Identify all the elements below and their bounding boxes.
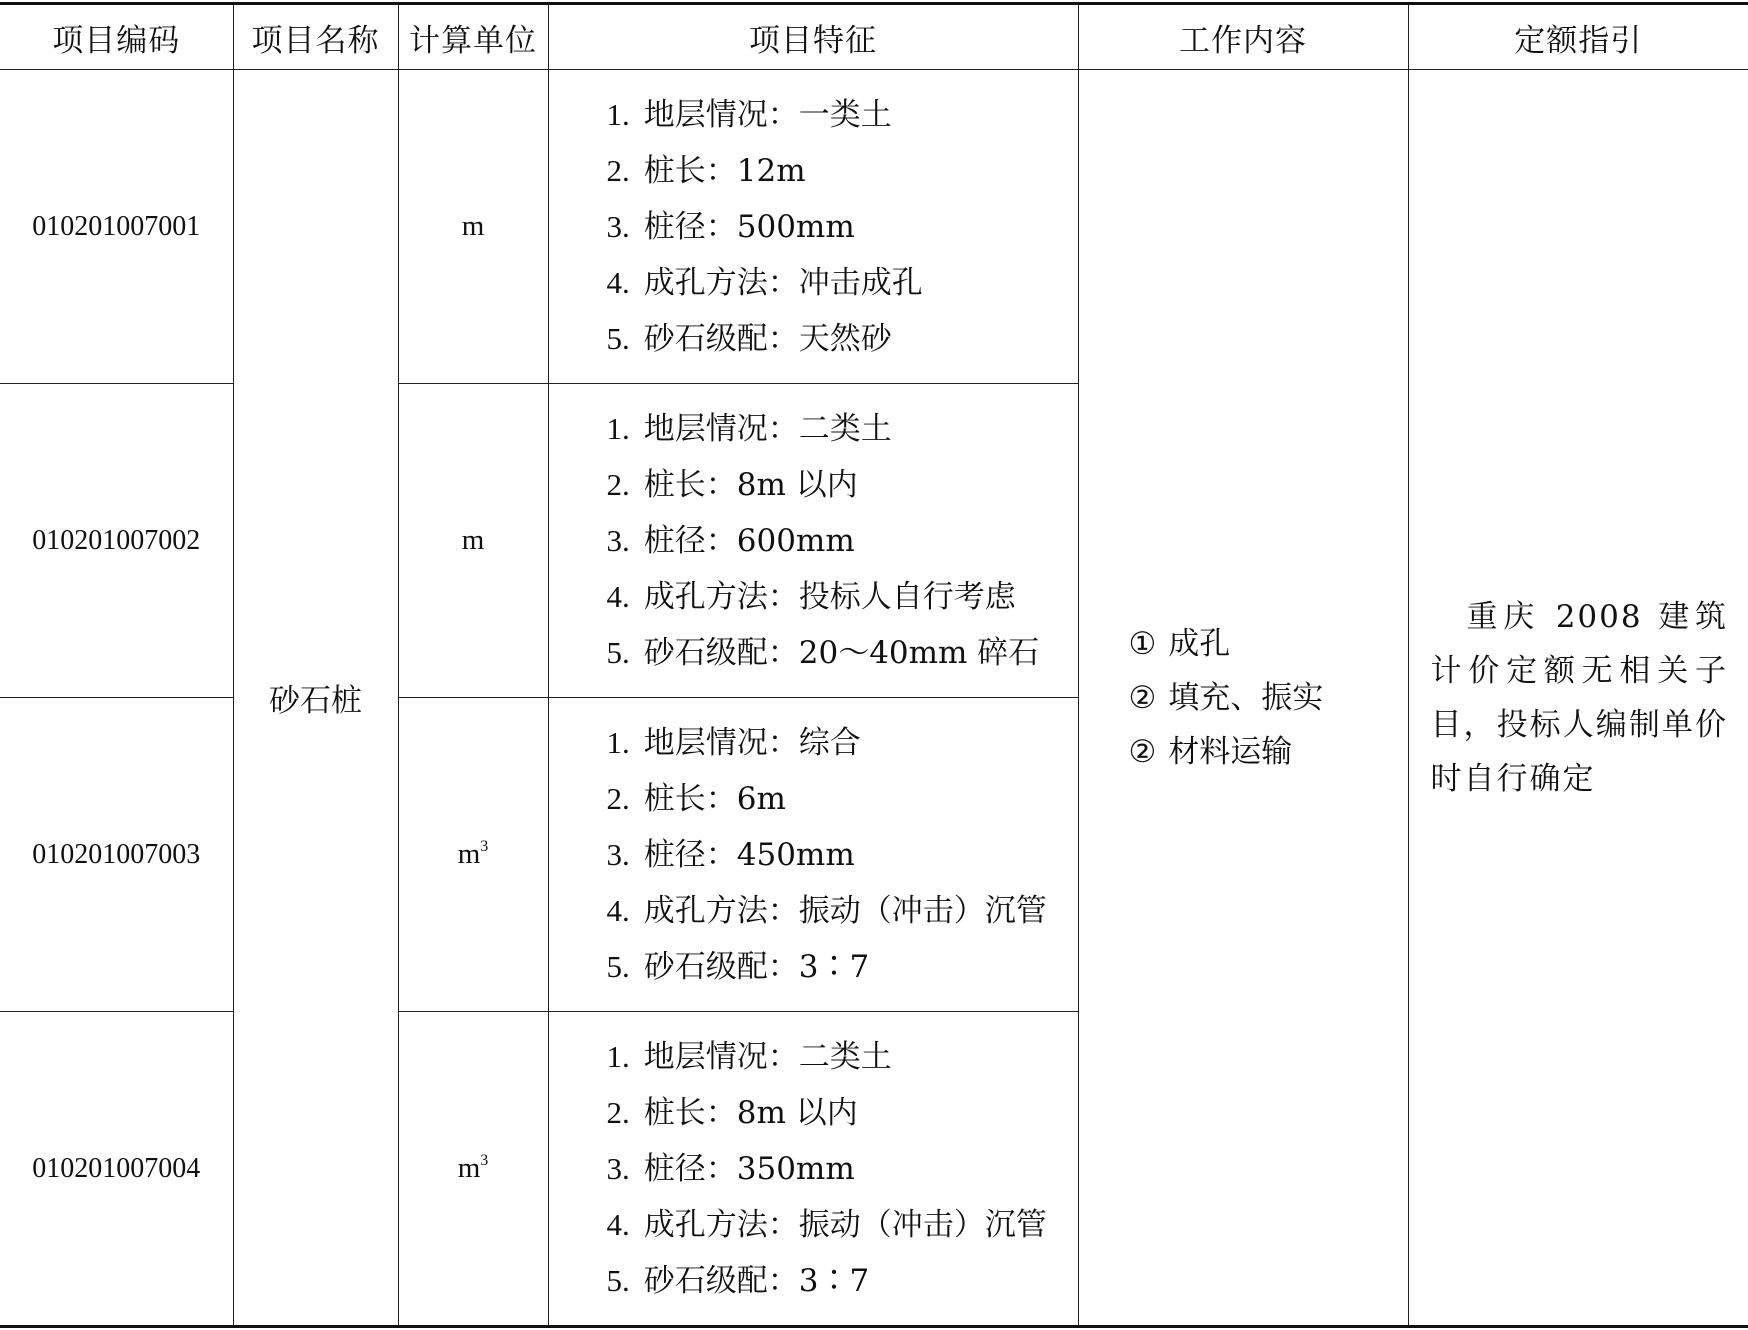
work-content-cell [1078,70,1408,1327]
feature-number: 5. [606,320,630,356]
work-item [1129,671,1408,725]
unit-text: m [461,524,485,556]
unit-superscript: 3 [480,1152,489,1169]
feature-line [567,199,1064,255]
item-name-cell: 砂石桩 [233,70,398,1327]
feature-number: 3. [606,1150,630,1186]
feature-line [567,1197,1064,1253]
bill-of-quantities-table [0,2,1748,1328]
feature-text: 桩长：6m [643,780,786,817]
feature-line [567,1141,1064,1197]
unit-cell [398,698,548,1012]
feature-line [567,513,1064,569]
feature-line [567,1085,1064,1141]
feature-number: 2. [606,1094,630,1130]
feature-line [567,939,1064,995]
feature-number: 2. [606,780,630,816]
feature-cell [548,698,1078,1012]
feature-line [567,569,1064,625]
feature-text: 桩径：450mm [643,836,855,873]
unit-text: m [457,838,481,870]
feature-line [567,401,1064,457]
feature-text: 成孔方法：投标人自行考虑 [643,578,1016,615]
feature-number: 1. [606,1038,630,1074]
work-item-text: 成孔 [1168,625,1231,662]
feature-line [567,1253,1064,1309]
table-row [0,70,1748,384]
feature-line [567,715,1064,771]
feature-number: 3. [606,836,630,872]
header-features: 项目特征 [548,4,1078,70]
feature-cell [548,1012,1078,1327]
work-item [1129,725,1408,779]
header-item-code: 项目编码 [0,4,233,70]
item-code-cell: 010201007002 [0,384,233,698]
circled-number: ① [1128,625,1157,662]
header-item-name: 项目名称 [233,4,398,70]
feature-line [567,625,1064,681]
item-code-cell: 010201007003 [0,698,233,1012]
feature-number: 2. [606,152,630,188]
feature-text: 桩径：500mm [643,208,855,245]
header-unit: 计算单位 [398,4,548,70]
feature-number: 4. [606,264,630,300]
work-item-text: 填充、振实 [1168,679,1324,716]
unit-cell [398,384,548,698]
feature-line [567,311,1064,367]
feature-text: 砂石级配：3∶7 [643,948,870,985]
circled-number: ② [1128,733,1157,770]
feature-number: 2. [606,466,630,502]
feature-text: 桩长：8m 以内 [643,1094,858,1131]
feature-number: 1. [606,410,630,446]
feature-line [567,87,1064,143]
feature-text: 地层情况：综合 [643,724,861,761]
feature-text: 砂石级配：天然砂 [643,320,892,357]
feature-number: 5. [606,634,630,670]
feature-line [567,883,1064,939]
feature-text: 成孔方法：振动（冲击）沉管 [643,1206,1047,1243]
feature-text: 桩径：600mm [643,522,855,559]
item-code-cell: 010201007001 [0,70,233,384]
feature-text: 砂石级配：3∶7 [643,1262,870,1299]
feature-text: 桩长：8m 以内 [643,466,858,503]
unit-cell [398,70,548,384]
unit-text: m [457,1152,481,1184]
unit-superscript: 3 [480,838,489,855]
feature-number: 3. [606,522,630,558]
feature-number: 3. [606,208,630,244]
feature-number: 5. [606,1262,630,1298]
feature-number: 4. [606,578,630,614]
feature-number: 4. [606,1206,630,1242]
feature-text: 成孔方法：振动（冲击）沉管 [643,892,1047,929]
feature-number: 5. [606,948,630,984]
feature-number: 1. [606,724,630,760]
header-work-content: 工作内容 [1078,4,1408,70]
feature-line [567,827,1064,883]
feature-line [567,457,1064,513]
unit-text: m [461,210,485,242]
feature-text: 地层情况：二类土 [643,1038,892,1075]
feature-text: 地层情况：一类土 [643,96,892,133]
feature-line [567,771,1064,827]
feature-text: 砂石级配：20～40mm 碎石 [643,634,1040,671]
feature-line [567,143,1064,199]
circled-number: ② [1128,679,1157,716]
feature-cell [548,70,1078,384]
feature-text: 成孔方法：冲击成孔 [643,264,923,301]
feature-line [567,1029,1064,1085]
quota-guide-cell: 重庆 2008 建筑计价定额无相关子目，投标人编制单价时自行确定 [1408,70,1748,1327]
header-quota-guide: 定额指引 [1408,4,1748,70]
feature-text: 桩长：12m [643,152,806,189]
feature-number: 1. [606,96,630,132]
unit-cell [398,1012,548,1327]
feature-text: 地层情况：二类土 [643,410,892,447]
work-item [1129,617,1408,671]
feature-number: 4. [606,892,630,928]
feature-line [567,255,1064,311]
work-item-text: 材料运输 [1168,733,1293,770]
item-code-cell: 010201007004 [0,1012,233,1327]
header-row [0,4,1748,70]
feature-text: 桩径：350mm [643,1150,855,1187]
feature-cell [548,384,1078,698]
